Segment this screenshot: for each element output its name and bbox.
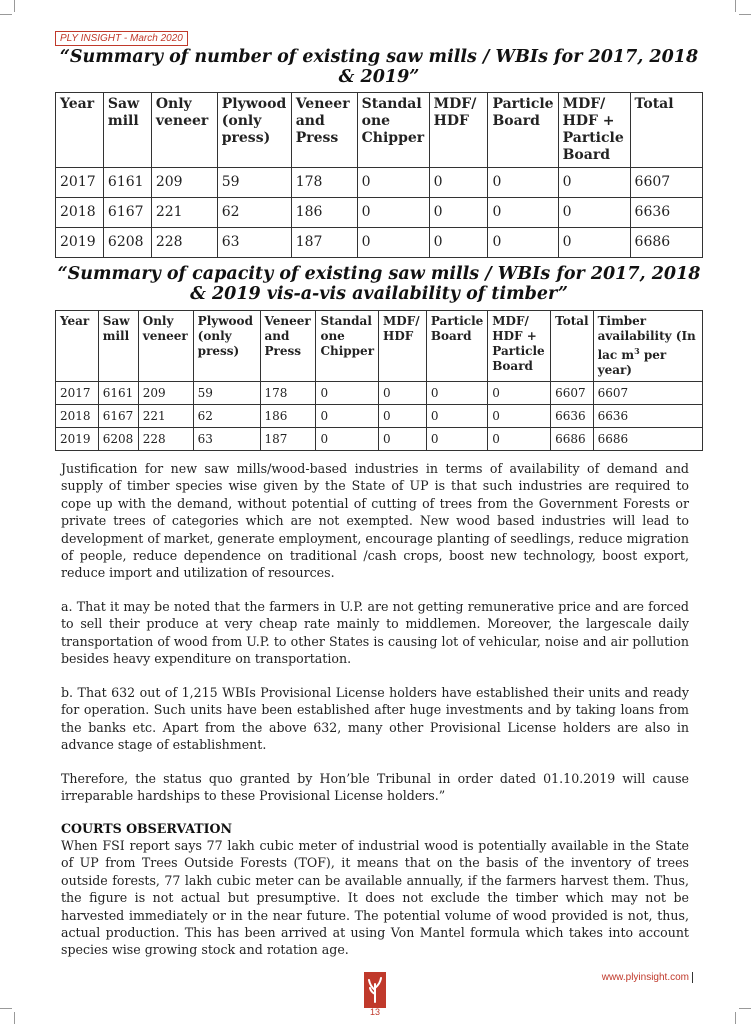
column-header: Only veneer — [138, 311, 193, 382]
table2-title: “Summary of capacity of existing saw mills / WBIs for 2017, 2018 & 2019 vis-a-vis availability of timber” — [57, 264, 701, 304]
table-cell: 2018 — [56, 198, 104, 228]
table-cell: 0 — [426, 428, 487, 451]
header-text: per year) — [597, 348, 667, 377]
table-cell: 59 — [217, 168, 291, 198]
table-cell: 209 — [138, 382, 193, 405]
table-cell: 6208 — [103, 228, 151, 258]
table-cell: 0 — [488, 405, 551, 428]
saw-mills-count-table — [55, 92, 703, 258]
column-header: Only veneer — [151, 93, 217, 168]
table-cell: 228 — [151, 228, 217, 258]
table-cell: 62 — [193, 405, 260, 428]
table-cell: 6607 — [593, 382, 702, 405]
publication-header-tag: PLY INSIGHT - March 2020 — [55, 31, 188, 46]
table-cell: 2017 — [56, 382, 99, 405]
column-header: MDF/ HDF — [429, 93, 488, 168]
column-header: Total — [551, 311, 593, 382]
page-number: 13 — [369, 1007, 380, 1017]
crop-mark — [0, 14, 12, 16]
table-cell: 0 — [558, 198, 630, 228]
table-cell: 187 — [291, 228, 357, 258]
table-cell: 0 — [488, 198, 558, 228]
table-cell: 2018 — [56, 405, 99, 428]
table-cell: 6636 — [551, 405, 593, 428]
table2-header-row — [56, 311, 703, 382]
column-header: Total — [630, 93, 702, 168]
column-header: Saw mill — [98, 311, 138, 382]
column-header: Plywood (only press) — [193, 311, 260, 382]
table-cell: 0 — [426, 405, 487, 428]
table1-title: “Summary of number of existing saw mills / WBIs for 2017, 2018 & 2019” — [59, 47, 699, 87]
superscript: 3 — [634, 346, 640, 356]
table-cell: 59 — [193, 382, 260, 405]
table-cell: 0 — [357, 198, 429, 228]
point-b-paragraph: b. That 632 out of 1,215 WBIs Provisional License holders have established their units and ready for operation. Such units have been established after huge investments and by taking loans from the banks etc. Apart from the above 632, many other Provisional License holders are also in advance stage of establishment. — [61, 685, 689, 753]
table-cell: 6607 — [630, 168, 702, 198]
table-cell: 6208 — [98, 428, 138, 451]
table-cell: 0 — [488, 228, 558, 258]
crop-mark — [735, 1012, 737, 1024]
table-cell: 0 — [316, 428, 379, 451]
table-cell: 2019 — [56, 228, 104, 258]
table-cell: 0 — [379, 405, 427, 428]
table-cell: 6161 — [98, 382, 138, 405]
column-header-timber-availability — [593, 311, 702, 382]
table-cell: 6607 — [551, 382, 593, 405]
table-cell: 221 — [138, 405, 193, 428]
column-header: Particle Board — [488, 93, 558, 168]
table-cell: 228 — [138, 428, 193, 451]
table-cell: 186 — [291, 198, 357, 228]
point-a-paragraph: a. That it may be noted that the farmers in U.P. are not getting remunerative price and are forced to sell their produce at very cheap rate mainly to middlemen. Moreover, the largescale daily transportation of wood from U.P. to other States is causing lot of vehicular, noise and air pollution besides heavy expenditure on transportation. — [61, 599, 689, 667]
table-cell: 63 — [217, 228, 291, 258]
courts-observation-paragraph: When FSI report says 77 lakh cubic meter of industrial wood is potentially available in the State of UP from Trees Outside Forests (TOF), it means that on the basis of the inventory of trees outside forests, 77 lakh cubic meter can be available annually, if the farmers harvest them. Thus, the figure is not actual but presumptive. It does not exclude the timber which may not be harvested immediately or in the near future. The potential volume of wood provided is not, thus, actual production. This has been arrived at using Von Mantel formula which takes into account species wise growing stock and rotation age. — [61, 838, 689, 958]
table-cell: 186 — [260, 405, 316, 428]
crop-mark — [735, 0, 737, 12]
saw-mills-capacity-table — [55, 310, 703, 451]
column-header: Veneer and Press — [260, 311, 316, 382]
table-cell: 62 — [217, 198, 291, 228]
table-cell: 0 — [429, 228, 488, 258]
table-cell: 209 — [151, 168, 217, 198]
column-header: Standal one Chipper — [357, 93, 429, 168]
table-row — [56, 405, 703, 428]
column-header: Particle Board — [426, 311, 487, 382]
table-cell: 0 — [488, 168, 558, 198]
table-cell: 0 — [429, 198, 488, 228]
column-header: Saw mill — [103, 93, 151, 168]
table-cell: 0 — [558, 168, 630, 198]
column-header: Standal one Chipper — [316, 311, 379, 382]
column-header: Year — [56, 311, 99, 382]
table-cell: 0 — [429, 168, 488, 198]
crop-mark — [14, 0, 16, 12]
table-cell: 0 — [488, 382, 551, 405]
website-link[interactable]: www.plyinsight.com — [602, 972, 693, 983]
table-cell: 178 — [291, 168, 357, 198]
column-header: MDF/ HDF + Particle Board — [558, 93, 630, 168]
column-header: MDF/ HDF + Particle Board — [488, 311, 551, 382]
table-cell: 63 — [193, 428, 260, 451]
status-quo-paragraph: Therefore, the status quo granted by Hon’ble Tribunal in order dated 01.10.2019 will cause irreparable hardships to these Provisional License holders.” — [61, 771, 689, 804]
table1-header-row — [56, 93, 703, 168]
table-cell: 0 — [558, 228, 630, 258]
table-cell: 187 — [260, 428, 316, 451]
table-cell: 178 — [260, 382, 316, 405]
column-header: Plywood (only press) — [217, 93, 291, 168]
crop-mark — [14, 1012, 16, 1024]
section-heading: COURTS OBSERVATION — [61, 821, 233, 836]
table-row — [56, 168, 703, 198]
table-cell: 0 — [357, 228, 429, 258]
table-cell: 6636 — [630, 198, 702, 228]
column-header: MDF/ HDF — [379, 311, 427, 382]
table-cell: 6686 — [630, 228, 702, 258]
table-cell: 2017 — [56, 168, 104, 198]
header-text: Timber availability (In lac m — [597, 314, 696, 362]
crop-mark — [0, 1008, 12, 1010]
table-cell: 0 — [316, 405, 379, 428]
table-row — [56, 382, 703, 405]
table-cell: 2019 — [56, 428, 99, 451]
justification-paragraph: Justification for new saw mills/wood-based industries in terms of availability of demand and supply of timber species wise given by the State of UP is that such industries are required to cope up with the demand, without potential of cutting of trees from the Government Forests or private trees of categories which are not exempted. New wood based industries will lead to development of market, generate employment, encourage planting of seedlings, reduce migration of people, reduce dependence on traditional /cash crops, boost new technology, boost export, reduce import and utilization of resources. — [61, 461, 689, 581]
crop-mark — [739, 14, 751, 16]
column-header: Year — [56, 93, 104, 168]
table-cell: 6636 — [593, 405, 702, 428]
table-cell: 0 — [488, 428, 551, 451]
table-cell: 6167 — [98, 405, 138, 428]
table-cell: 0 — [379, 428, 427, 451]
table-cell: 6686 — [593, 428, 702, 451]
table-row — [56, 228, 703, 258]
crop-mark — [739, 1008, 751, 1010]
table-cell: 6686 — [551, 428, 593, 451]
table-cell: 0 — [426, 382, 487, 405]
table-cell: 221 — [151, 198, 217, 228]
table-row — [56, 198, 703, 228]
ply-insight-logo-icon — [364, 972, 386, 1008]
table-cell: 0 — [316, 382, 379, 405]
table-cell: 0 — [357, 168, 429, 198]
table-cell: 0 — [379, 382, 427, 405]
table-cell: 6161 — [103, 168, 151, 198]
table-cell: 6167 — [103, 198, 151, 228]
table-row — [56, 428, 703, 451]
column-header: Veneer and Press — [291, 93, 357, 168]
